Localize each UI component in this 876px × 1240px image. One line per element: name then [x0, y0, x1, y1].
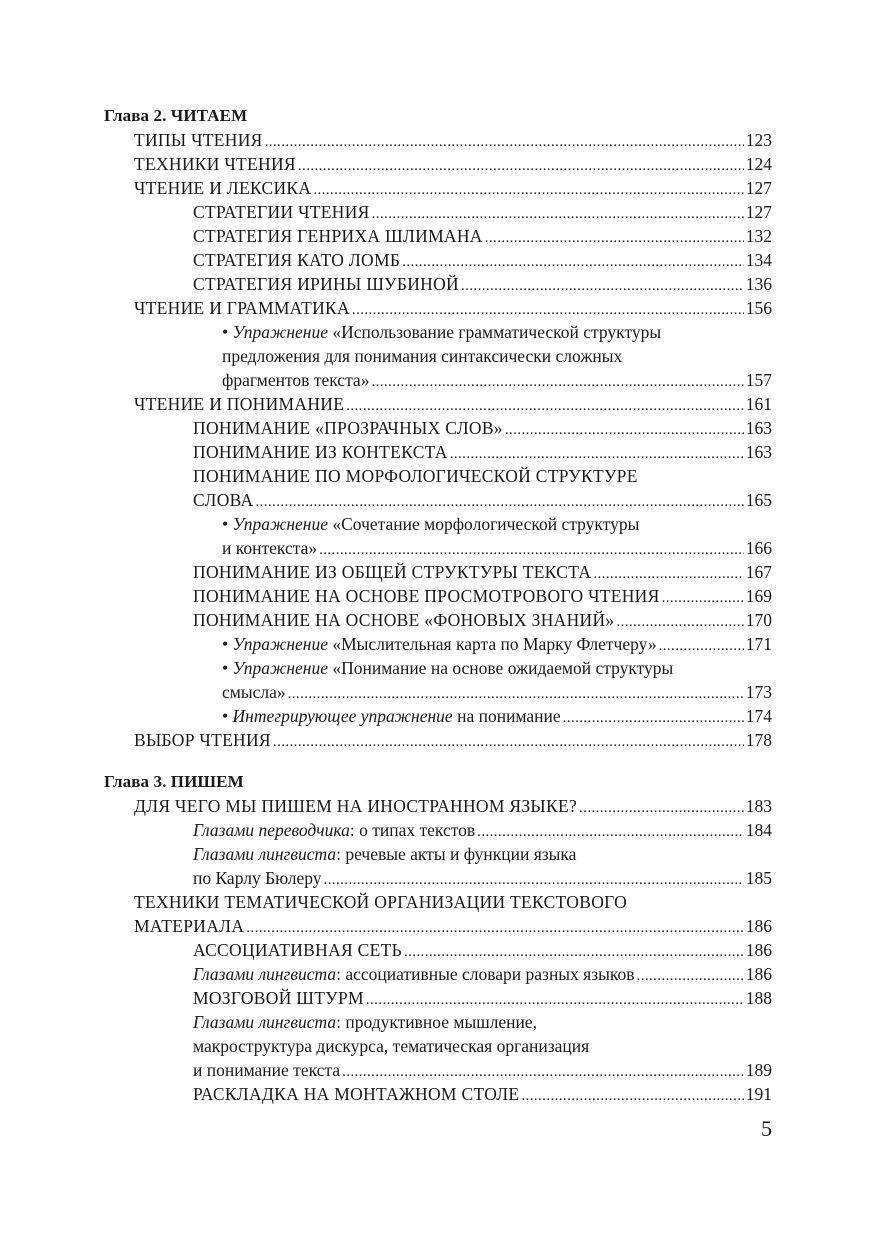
toc-entry-title: СТРАТЕГИЯ КАТО ЛОМБ	[193, 250, 401, 270]
toc-entry-page: 161	[745, 394, 772, 414]
toc-entry	[193, 986, 772, 1010]
toc-entry-page: 134	[745, 250, 772, 270]
sidebar-label: Глазами лингвиста	[193, 964, 337, 984]
toc-entry-page: 186	[745, 916, 772, 936]
dot-leader	[579, 796, 744, 820]
dot-leader	[461, 274, 744, 298]
toc-entry-page: 165	[745, 490, 772, 510]
dot-leader	[265, 130, 744, 154]
toc-entry-title: СТРАТЕГИЯ ИРИНЫ ШУБИНОЙ	[193, 274, 459, 294]
exercise-label: Упражнение	[232, 658, 328, 678]
toc-sidebar-entry	[193, 842, 772, 890]
toc-entry-title: : о типах текстов	[349, 820, 476, 840]
toc-entry-title-cont: предложения для понимания синтаксически сложных	[222, 346, 623, 366]
dot-leader	[273, 730, 744, 754]
toc-entry-page: 166	[745, 538, 772, 558]
dot-leader	[288, 682, 744, 706]
bullet: •	[222, 322, 229, 342]
toc-entry-title: АССОЦИАТИВНАЯ СЕТЬ	[193, 940, 402, 960]
toc-entry-title: ПОНИМАНИЕ ИЗ КОНТЕКСТА	[193, 442, 448, 462]
toc-entry-page: 191	[745, 1084, 772, 1104]
toc-entry-title-cont: фрагментов текста»	[222, 370, 370, 390]
toc-entry-page: 188	[745, 988, 772, 1008]
toc-entry-page: 189	[745, 1060, 772, 1080]
toc-entry	[134, 152, 772, 176]
exercise-label: Интегрирующее упражнение	[232, 706, 453, 726]
toc-entry-page: 171	[745, 634, 772, 654]
toc-entry-page: 132	[745, 226, 772, 246]
dot-leader	[324, 868, 744, 892]
toc-sidebar-entry	[193, 1010, 772, 1082]
toc-entry-title: ПОНИМАНИЕ ИЗ ОБЩЕЙ СТРУКТУРЫ ТЕКСТА	[193, 562, 592, 582]
toc-entry	[193, 608, 772, 632]
dot-leader	[371, 370, 743, 394]
toc-entry	[193, 200, 772, 224]
dot-leader	[298, 154, 744, 178]
dot-leader	[246, 916, 743, 940]
toc-entry-title: ТИПЫ ЧТЕНИЯ	[134, 130, 263, 150]
dot-leader	[637, 964, 744, 988]
dot-leader	[616, 610, 743, 634]
dot-leader	[593, 562, 743, 586]
toc-entry	[193, 1082, 772, 1106]
toc-entry	[193, 440, 772, 464]
dot-leader	[366, 988, 744, 1012]
toc-entry-title: «Использование грамматической структуры	[332, 322, 662, 342]
toc-entry-title: : ассоциативные словари разных языков	[336, 964, 635, 984]
dot-leader	[352, 298, 744, 322]
toc-entry	[134, 890, 772, 938]
dot-leader	[662, 586, 744, 610]
toc-entry-title: МОЗГОВОЙ ШТУРМ	[193, 988, 364, 1008]
toc-entry-page: 173	[745, 682, 772, 702]
toc-entry-page: 156	[745, 298, 772, 318]
toc-entry-page: 170	[745, 610, 772, 630]
sidebar-label: Глазами лингвиста	[193, 1012, 337, 1032]
dot-leader	[402, 250, 744, 274]
dot-leader	[319, 538, 744, 562]
bullet: •	[222, 634, 229, 654]
toc-entry-page: 127	[745, 178, 772, 198]
bullet: •	[222, 706, 229, 726]
toc-exercise-entry	[222, 632, 772, 656]
toc-entry-page: 184	[745, 820, 772, 840]
toc-entry	[193, 248, 772, 272]
toc-exercise-entry	[222, 512, 772, 560]
page-number: 5	[761, 1116, 772, 1141]
toc-entry-title-cont: и контекста»	[222, 538, 318, 558]
toc-entry-title: «Сочетание морфологической структуры	[332, 514, 640, 534]
toc-entry-title-cont: по Карлу Бюлеру	[193, 868, 322, 888]
toc-entry	[193, 224, 772, 248]
toc-entry-title: «Понимание на основе ожидаемой структуры	[332, 658, 674, 678]
toc-entry-title: ЧТЕНИЕ И ПОНИМАНИЕ	[134, 394, 345, 414]
toc-entry	[134, 392, 772, 416]
toc-entry-title-cont: смысла»	[222, 682, 286, 702]
toc-entry-page: 185	[745, 868, 772, 888]
toc-entry	[134, 296, 772, 320]
toc-entry-title: ВЫБОР ЧТЕНИЯ	[134, 730, 271, 750]
dot-leader	[342, 1060, 744, 1084]
dot-leader	[255, 490, 743, 514]
bullet: •	[222, 514, 229, 534]
dot-leader	[659, 634, 744, 658]
toc-entry-page: 183	[745, 796, 772, 816]
toc-entry-title: РАСКЛАДКА НА МОНТАЖНОМ СТОЛЕ	[193, 1084, 520, 1104]
toc-entry-page: 136	[745, 274, 772, 294]
toc-entry-title: ЧТЕНИЕ И ГРАММАТИКА	[134, 298, 350, 318]
exercise-label: Упражнение	[232, 322, 328, 342]
toc-exercise-entry	[222, 320, 772, 392]
toc-entry-title-cont: МАТЕРИАЛА	[134, 916, 245, 936]
toc-entry-title: СТРАТЕГИИ ЧТЕНИЯ	[193, 202, 370, 222]
toc-entry-page: 174	[745, 706, 772, 726]
exercise-label: Упражнение	[232, 634, 328, 654]
toc-entry	[193, 584, 772, 608]
toc-entry-page: 123	[745, 130, 772, 150]
chapter-2-heading: Глава 2. ЧИТАЕМ	[104, 106, 248, 125]
toc-entry-title: ПОНИМАНИЕ НА ОСНОВЕ ПРОСМОТРОВОГО ЧТЕНИЯ	[193, 586, 660, 606]
chapter-3-heading: Глава 3. ПИШЕМ	[104, 772, 244, 791]
toc-entry-page: 186	[745, 964, 772, 984]
toc-entry-title-cont: макроструктура дискурса, тематическая организация	[193, 1036, 590, 1056]
toc-sidebar-entry	[193, 818, 772, 842]
toc-entry	[193, 464, 772, 512]
toc-entry	[193, 272, 772, 296]
toc-entry	[193, 416, 772, 440]
bullet: •	[222, 658, 229, 678]
toc-entry-title-cont: СЛОВА	[193, 490, 254, 510]
toc-entry-title-cont: и понимание текста	[193, 1060, 341, 1080]
dot-leader	[521, 1084, 743, 1108]
toc-entry-title: ДЛЯ ЧЕГО МЫ ПИШЕМ НА ИНОСТРАННОМ ЯЗЫКЕ?	[134, 796, 578, 816]
toc-entry-title: ТЕХНИКИ ЧТЕНИЯ	[134, 154, 296, 174]
sidebar-label: Глазами переводчика	[193, 820, 350, 840]
toc-entry-title: ПОНИМАНИЕ «ПРОЗРАЧНЫХ СЛОВ»	[193, 418, 503, 438]
toc-entry-title: ПОНИМАНИЕ НА ОСНОВЕ «ФОНОВЫХ ЗНАНИЙ»	[193, 610, 615, 630]
toc-entry	[134, 176, 772, 200]
toc-entry-title: ЧТЕНИЕ И ЛЕКСИКА	[134, 178, 312, 198]
dot-leader	[346, 394, 744, 418]
toc-entry	[193, 938, 772, 962]
toc-entry	[134, 794, 772, 818]
toc-entry	[193, 560, 772, 584]
toc-entry-page: 124	[745, 154, 772, 174]
toc-entry-title: ПОНИМАНИЕ ПО МОРФОЛОГИЧЕСКОЙ СТРУКТУРЕ	[193, 466, 638, 486]
toc-entry	[134, 128, 772, 152]
toc-entry-page: 157	[745, 370, 772, 390]
dot-leader	[404, 940, 744, 964]
toc-entry-page: 127	[745, 202, 772, 222]
toc-sidebar-entry	[193, 962, 772, 986]
sidebar-label: Глазами лингвиста	[193, 844, 337, 864]
dot-leader	[313, 178, 743, 202]
toc-entry-page: 178	[745, 730, 772, 750]
dot-leader	[505, 418, 744, 442]
toc-entry-title: : продуктивное мышление,	[336, 1012, 538, 1032]
dot-leader	[450, 442, 744, 466]
dot-leader	[485, 226, 744, 250]
toc-entry-page: 186	[745, 940, 772, 960]
toc-entry-title: СТРАТЕГИЯ ГЕНРИХА ШЛИМАНА	[193, 226, 483, 246]
exercise-label: Упражнение	[232, 514, 328, 534]
toc-entry	[134, 728, 772, 752]
toc-entry-title: : речевые акты и функции языка	[336, 844, 577, 864]
toc-entry-page: 163	[745, 442, 772, 462]
dot-leader	[563, 706, 744, 730]
toc-entry-page: 163	[745, 418, 772, 438]
toc-entry-title: на понимание	[457, 706, 561, 726]
toc-exercise-entry	[222, 656, 772, 704]
dot-leader	[372, 202, 744, 226]
toc-exercise-entry	[222, 704, 772, 728]
toc-entry-title: ТЕХНИКИ ТЕМАТИЧЕСКОЙ ОРГАНИЗАЦИИ ТЕКСТОВОГО	[134, 892, 628, 912]
toc-entry-page: 167	[745, 562, 772, 582]
dot-leader	[477, 820, 744, 844]
toc-entry-page: 169	[745, 586, 772, 606]
toc-entry-title: «Мыслительная карта по Марку Флетчеру»	[332, 634, 657, 654]
